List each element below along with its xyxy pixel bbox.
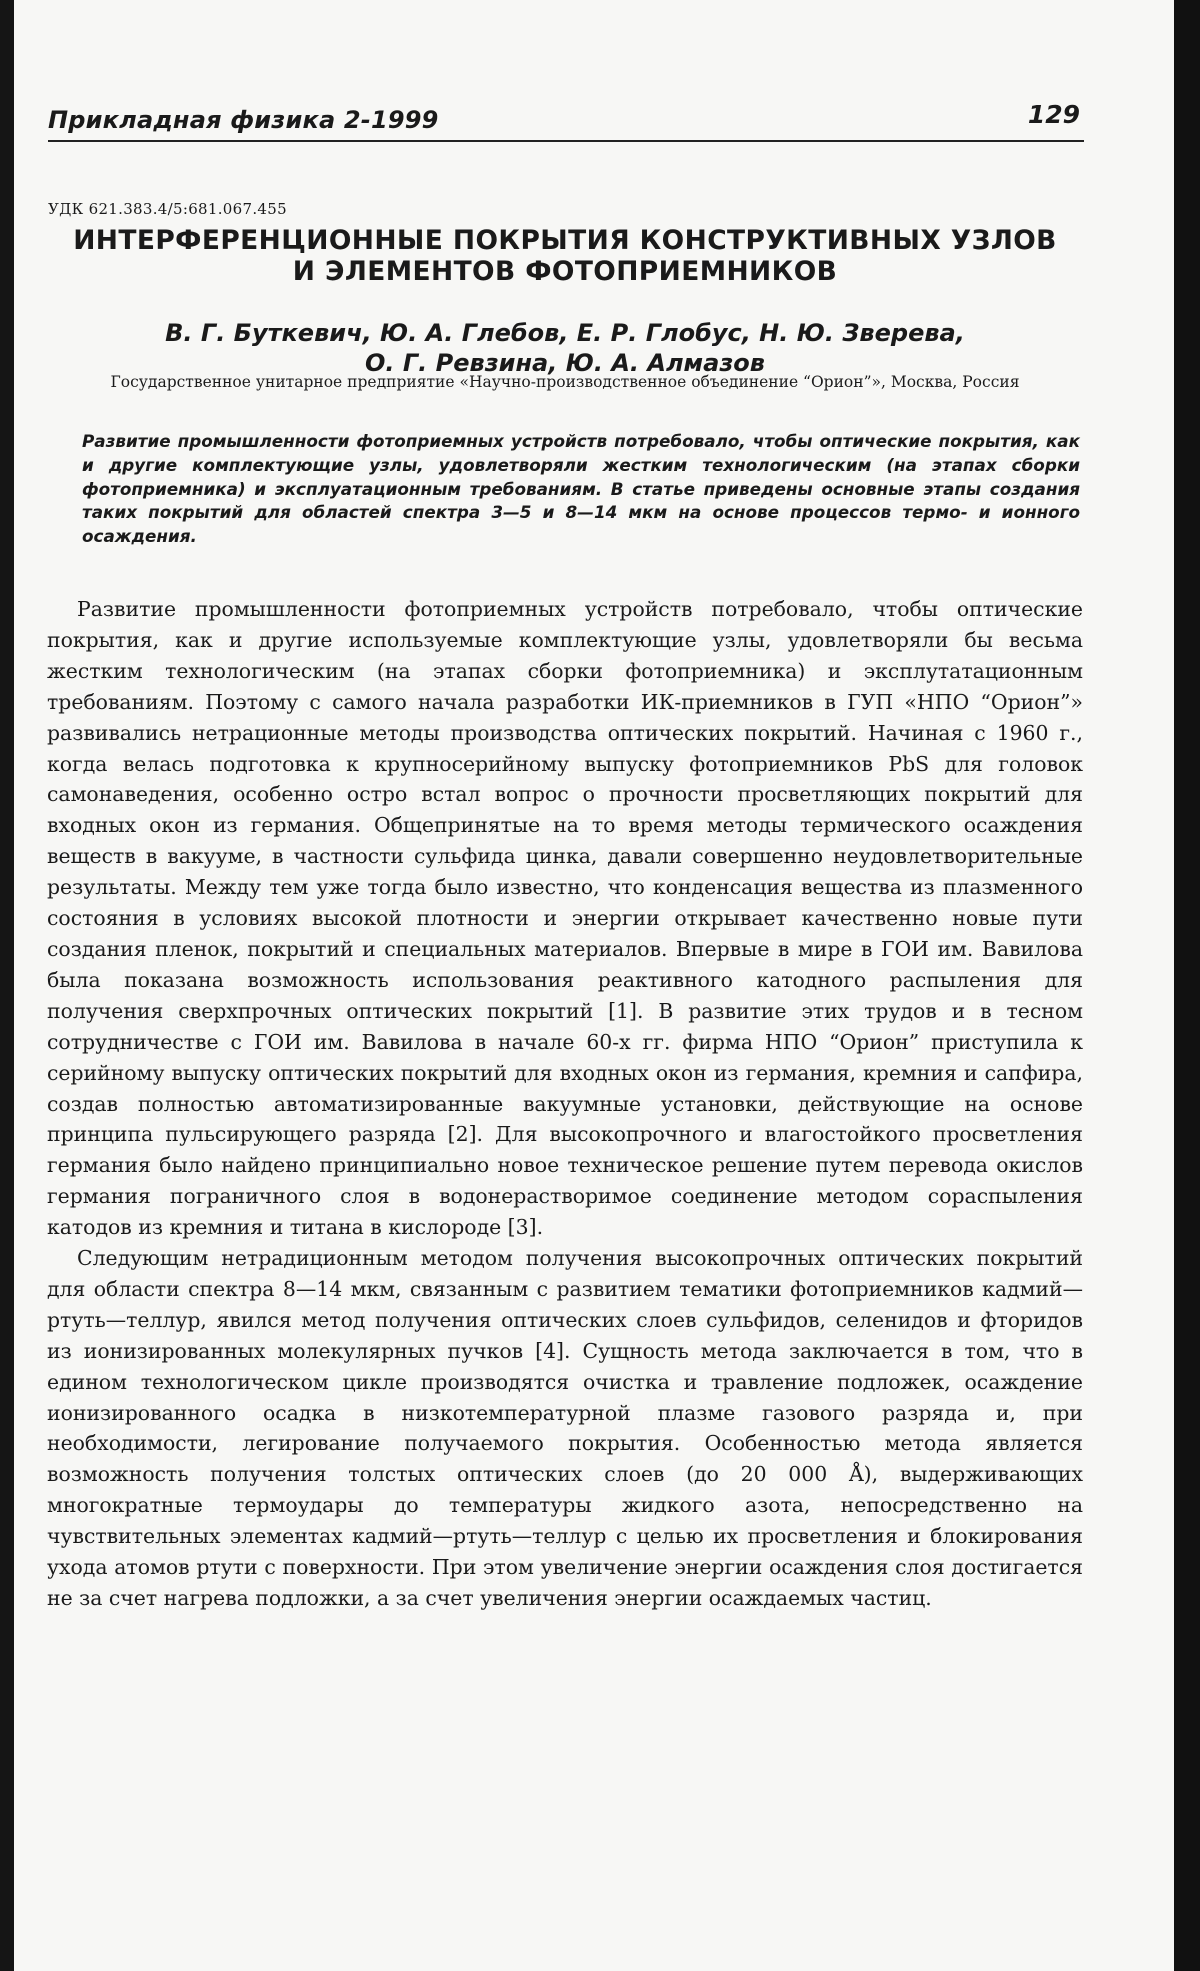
udk-code: УДК 621.383.4/5:681.067.455 xyxy=(48,200,287,218)
journal-title: Прикладная физика 2-1999 xyxy=(48,106,439,134)
authors: В. Г. Буткевич, Ю. А. Глебов, Е. Р. Глобус, Н. Ю. Зверева, О. Г. Ревзина, Ю. А. Алмазов xyxy=(165,319,965,377)
page-number: 129 xyxy=(1027,100,1080,129)
article-title: ИНТЕРФЕРЕНЦИОННЫЕ ПОКРЫТИЯ КОНСТРУКТИВНЫХ УЗЛОВ И ЭЛЕМЕНТОВ ФОТОПРИЕМНИКОВ xyxy=(73,225,1057,287)
paragraph: Развитие промышленности фотоприемных устройств потребовало, чтобы оптические покрытия, как и другие используемые комплектующие узлы, удовлетворяли бы весьма жестким технологическим (на этапах сборки фотоприемника) и эксплутатационным требованиям. Поэтому с самого начала разработки ИК-приемников в ГУП «НПО “Орион”» развивались нетрационные методы производства оптических покрытий. Начиная с 1960 г., когда велась подготовка к крупносерийному выпуску фотоприемников PbS для головок самонаведения, особенно остро встал вопрос о прочности просветляющих покрытий для входных окон из германия. Общепринятые на то время методы термического осаждения веществ в вакууме, в частности сульфида цинка, давали совершенно неудовлетворительные результаты. Между тем уже тогда было известно, что конденсация вещества из плазменного состояния в условиях высокой плотности и энергии открывает качественно новые пути создания пленок, покрытий и специальных материалов. Впервые в мире в ГОИ им. Вавилова была показана возможность использования реактивного катодного распыления для получения сверхпрочных оптических покрытий [1]. В развитие этих трудов и в тесном сотрудничестве с ГОИ им. Вавилова в начале 60-х гг. фирма НПО “Орион” приступила к серийному выпуску оптических покрытий для входных окон из германия, кремния и сапфира, создав полностью автоматизированные вакуумные установки, действующие на основе принципа пульсирующего разряда [2]. Для высокопрочного и влагостойкого просветления германия было найдено принципиально новое техническое решение путем перевода окислов германия пограничного слоя в водонерастворимое соединение методом сораспыления катодов из кремния и титана в кислороде [3]. xyxy=(47,597,1083,1240)
paragraph: Следующим нетрадиционным методом получения высокопрочных оптических покрытий для области спектра 8—14 мкм, связанным с развитием тематики фотоприемников кадмий—ртуть—теллур, явился метод получения оптических слоев сульфидов, селенидов и фторидов из ионизированных молекулярных пучков [4]. Сущность метода заключается в том, что в едином технологическом цикле производятся очистка и травление подложек, осаждение ионизированного осадка в низкотемпературной плазме газового разряда и, при необходимости, легирование получаемого покрытия. Особенностью метода является возможность получения толстых оптических слоев (до 20 000 Å), выдерживающих многократные термоудары до температуры жидкого азота, непосредственно на чувствительных элементах кадмий—ртуть—теллур с целью их просветления и блокирования ухода атомов ртути с поверхности. При этом увеличение энергии осаждения слоя достигается не за счет нагрева подложки, а за счет увеличения энергии осаждаемых частиц. xyxy=(47,1246,1083,1610)
affiliation: Государственное унитарное предприятие «Научно-производственное объединение “Орион”», Москва, Россия xyxy=(110,373,1020,391)
body-text xyxy=(47,594,1083,1614)
abstract: Развитие промышленности фотоприемных устройств потребовало, чтобы оптические покрытия, как и другие комплектующие узлы, удовлетворяли жестким технологическим (на этапах сборки фотоприемника) и эксплуатационным требованиям. В статье приведены основные этапы создания таких покрытий для областей спектра 3—5 и 8—14 мкм на основе процессов термо- и ионного осаждения. xyxy=(82,431,1080,547)
scan-edge-left xyxy=(0,0,14,1971)
scan-edge-right xyxy=(1174,0,1200,1971)
running-header xyxy=(48,100,1084,142)
